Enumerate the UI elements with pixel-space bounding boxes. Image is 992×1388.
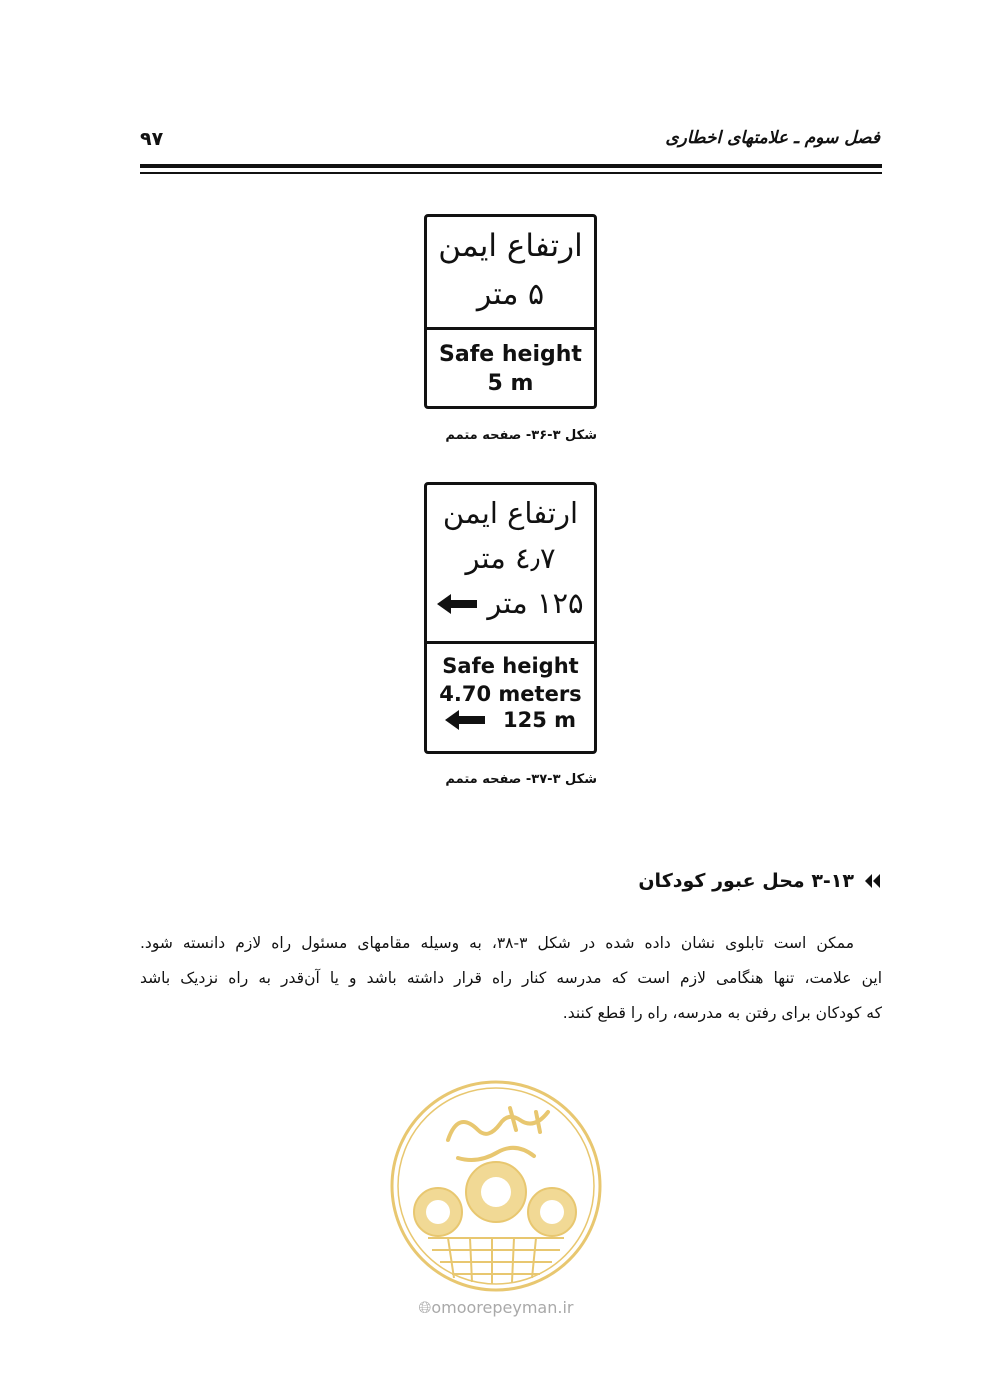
sign-fa-distance: ۱۲۵ متر (487, 586, 584, 620)
watermark-url-text: omoorepeyman.ir (431, 1298, 574, 1317)
page-number: ۹۷ (140, 128, 164, 150)
header-rule-thin (140, 172, 882, 174)
sign-en-height: 5 m (487, 371, 534, 396)
globe-icon: 🌐︎ (418, 1298, 432, 1317)
safe-height-sign-4-7m (424, 482, 597, 754)
safe-height-sign-5m (424, 214, 597, 409)
sign-english-panel (427, 644, 594, 732)
sign-persian-panel (427, 217, 594, 330)
paragraph-line: ممکن است تابلوی نشان داده شده در شکل ۳-۳۸، به وسیله مقامهای مسئول راه لازم دانسته شود. (140, 934, 854, 952)
watermark-logo (388, 1078, 604, 1294)
section-heading-text: ۳-۱۳ محل عبور کودکان (638, 870, 854, 892)
sign-fa-title: ارتفاع ایمن (442, 496, 579, 530)
sign-en-title: Safe height (439, 342, 582, 367)
left-arrow-icon (437, 594, 477, 614)
sign-english-panel (427, 330, 594, 396)
running-head: فصل سوم ـ علامتهای اخطاری (665, 128, 880, 148)
sign-fa-title: ارتفاع ایمن (438, 228, 583, 264)
watermark-url (386, 1298, 606, 1318)
sign-en-distance-row (427, 706, 594, 732)
paragraph-line: این علامت، تنها هنگامی لازم است که مدرسه کنار راه قرار داشته باشد و یا آن‌قدر به راه نزدیک باشد (140, 969, 882, 987)
sign-en-height: 4.70 meters (439, 682, 582, 706)
paragraph-line: که کودکان برای رفتن به مدرسه، راه را قطع کنند. (562, 1004, 882, 1022)
figure-37-caption: شکل ۳-۳۷- صفحه متمم (445, 772, 597, 787)
sign-fa-height: ۵ متر (476, 277, 545, 312)
left-arrow-icon (445, 710, 485, 730)
sign-fa-distance-row (427, 573, 594, 618)
header-rule-thick (140, 164, 882, 168)
figure-36-caption: شکل ۳-۳۶- صفحه متمم (445, 428, 597, 443)
section-heading (638, 870, 880, 892)
sign-en-distance: 125 m (502, 708, 577, 732)
sign-fa-height: ٤٫٧ متر (465, 541, 556, 575)
section-paragraph (140, 926, 882, 1031)
sign-persian-panel (427, 485, 594, 644)
sign-en-title: Safe height (442, 654, 579, 678)
double-chevron-icon (864, 874, 880, 888)
